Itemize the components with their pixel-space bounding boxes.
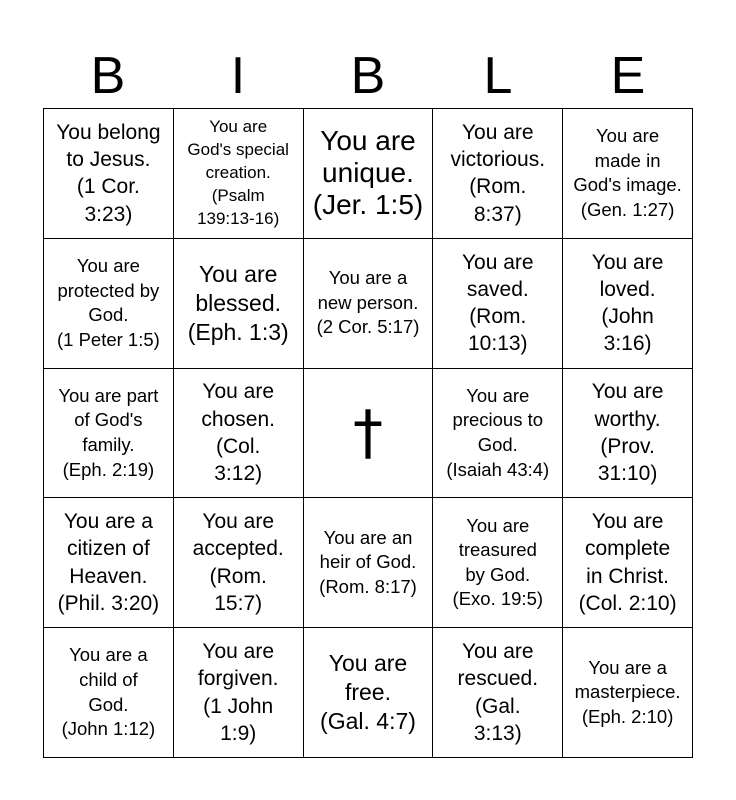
bingo-cell-1-5[interactable] (563, 109, 693, 239)
cell-line: 15:7) (214, 592, 263, 616)
bingo-cell-5-3[interactable] (304, 628, 434, 758)
cell-line: worthy. (594, 407, 661, 431)
cell-line: (Prov. (600, 434, 655, 458)
cell-line: 3:16) (603, 332, 652, 356)
cell-text (56, 119, 160, 228)
cell-line: unique. (322, 157, 414, 189)
cell-line: child of (79, 669, 138, 690)
cell-text (573, 124, 681, 222)
cell-line: (Rom. (469, 305, 527, 329)
cell-line: protected by (57, 279, 160, 301)
cell-text (58, 384, 158, 482)
bingo-grid (43, 108, 693, 758)
bingo-cell-2-2[interactable] (174, 239, 304, 369)
cell-line: (1 Peter 1:5) (56, 328, 160, 350)
bingo-cell-3-2[interactable] (174, 369, 304, 499)
cell-line: in Christ. (586, 564, 670, 588)
bingo-free-space[interactable] (304, 369, 434, 499)
cell-line: You are a (69, 644, 148, 666)
cell-line: chosen. (201, 407, 275, 431)
cell-line: You are (466, 514, 530, 536)
cell-text (458, 638, 539, 747)
cell-line: You are (591, 380, 664, 404)
bingo-header (43, 44, 693, 108)
cell-text (188, 260, 289, 346)
cell-line: You are (202, 640, 274, 663)
bingo-cell-4-4[interactable] (433, 498, 563, 628)
cell-line: family. (82, 433, 135, 455)
cell-line: (1 Cor. (76, 175, 140, 199)
cell-line: (Isaiah 43:4) (446, 458, 550, 480)
cell-line: 8:37) (473, 202, 522, 226)
cell-line: citizen of (66, 537, 150, 561)
cell-line: forgiven. (197, 667, 279, 691)
cross-icon (352, 397, 383, 468)
cell-text (592, 378, 664, 487)
cell-line: You are (466, 384, 530, 406)
cell-line: (Col. (216, 434, 261, 458)
cell-line: (Psalm (211, 185, 265, 205)
cell-line: (Gal. 4:7) (320, 707, 416, 734)
cell-line: (Eph. 2:19) (62, 458, 155, 480)
cell-line: You are an (323, 526, 413, 548)
cell-line: (Rom. 8:17) (319, 576, 417, 598)
cell-line: 1:9) (220, 721, 257, 745)
cell-line: free. (344, 679, 391, 706)
header-letter-b2: B (350, 47, 386, 105)
cell-line: You are (591, 510, 664, 534)
cell-line: You are (202, 510, 274, 534)
cell-line: You are (591, 250, 664, 274)
cell-line: 3:23) (84, 202, 133, 226)
bingo-cell-3-4[interactable] (433, 369, 563, 499)
cell-line: (Jer. 1:5) (312, 189, 424, 221)
cell-line: You are (328, 650, 408, 677)
cell-text (198, 638, 279, 747)
bingo-cell-4-2[interactable] (174, 498, 304, 628)
bingo-cell-2-5[interactable] (563, 239, 693, 369)
cell-text (317, 266, 420, 340)
header-letter-l: L (483, 47, 513, 105)
cell-line: by God. (465, 563, 531, 585)
cell-text (57, 254, 160, 352)
cell-line: Heaven. (69, 564, 148, 588)
cell-line: 3:12) (214, 462, 263, 486)
cell-text (193, 508, 284, 617)
bingo-cell-5-1[interactable] (44, 628, 174, 758)
cell-line: accepted. (192, 537, 284, 561)
cell-line: You are (198, 261, 278, 288)
cell-line: 10:13) (468, 332, 528, 356)
cell-line: of God's (74, 409, 143, 431)
cell-line: You are (461, 120, 534, 144)
cell-line: 3:13) (473, 721, 522, 745)
cell-line: (Eph. 1:3) (187, 318, 289, 345)
cell-line: You are a (588, 656, 667, 678)
cell-line: (Gen. 1:27) (580, 198, 675, 220)
header-letter-b: B (90, 47, 126, 105)
cell-line: You are a (63, 510, 153, 534)
cell-line: 31:10) (597, 462, 658, 486)
bingo-cell-2-1[interactable] (44, 239, 174, 369)
cell-line: You are (461, 640, 534, 663)
cell-line: new person. (317, 291, 419, 313)
cell-line: (1 John (203, 694, 274, 718)
bingo-cell-3-5[interactable] (563, 369, 693, 499)
cell-line: (John (601, 305, 654, 329)
cell-line: (Rom. (469, 175, 527, 199)
cell-line: treasured (458, 539, 537, 561)
cell-line: masterpiece. (574, 681, 681, 703)
cell-line: (2 Cor. 5:17) (316, 316, 420, 338)
cell-text (575, 656, 681, 730)
bingo-cell-5-2[interactable] (174, 628, 304, 758)
bingo-cell-4-1[interactable] (44, 498, 174, 628)
cell-line: You are a (328, 267, 408, 289)
cell-line: You are (76, 255, 140, 276)
cell-line: You are (596, 125, 660, 147)
cell-text (579, 508, 677, 617)
bingo-cell-1-3[interactable] (304, 109, 434, 239)
bingo-cell-4-5[interactable] (563, 498, 693, 628)
cell-line: God's image. (573, 174, 682, 196)
cell-text (62, 643, 156, 741)
bingo-cell-1-4[interactable] (433, 109, 563, 239)
cell-line: (Rom. (209, 564, 267, 588)
cell-line: creation. (205, 162, 271, 182)
cell-line: God. (88, 304, 129, 326)
cell-text (187, 116, 289, 231)
cell-line: (Col. 2:10) (578, 592, 677, 616)
cell-text (201, 378, 275, 487)
bingo-cell-2-4[interactable] (433, 239, 563, 369)
header-letter-e: E (610, 47, 646, 105)
cell-line: (Gal. (475, 694, 521, 718)
cell-line: rescued. (457, 667, 539, 691)
cell-line: † (352, 397, 383, 468)
bingo-cell-1-1[interactable] (44, 109, 174, 239)
cell-line: You are (320, 125, 416, 157)
cell-line: blessed. (195, 289, 282, 316)
cell-line: to Jesus. (66, 148, 151, 172)
cell-line: You are (209, 117, 268, 137)
bingo-cell-4-3[interactable] (304, 498, 434, 628)
cell-line: loved. (599, 277, 656, 301)
cell-line: You are (202, 380, 274, 404)
cell-line: precious to (452, 409, 544, 431)
cell-line: (Exo. 19:5) (452, 588, 544, 610)
cell-line: You are (461, 250, 534, 274)
cell-text (320, 649, 416, 735)
cell-line: complete (584, 537, 671, 561)
cell-line: 139:13-16) (197, 208, 280, 228)
cell-text (319, 526, 417, 600)
cell-text (453, 514, 544, 612)
cell-text (313, 125, 423, 222)
cell-line: saved. (466, 277, 529, 301)
cell-text (451, 119, 546, 228)
cell-text (592, 249, 664, 358)
cell-line: victorious. (450, 148, 546, 172)
cell-line: God. (88, 693, 129, 715)
cell-text (462, 249, 534, 358)
cell-line: heir of God. (319, 551, 417, 573)
header-letter-i: I (230, 47, 246, 105)
cell-line: (John 1:12) (61, 718, 156, 740)
bingo-cell-3-1[interactable] (44, 369, 174, 499)
cell-line: God. (477, 433, 518, 455)
cell-line: (Eph. 2:10) (581, 705, 674, 727)
bingo-cell-5-5[interactable] (563, 628, 693, 758)
bingo-cell-2-3[interactable] (304, 239, 434, 369)
cell-line: You belong (56, 120, 161, 144)
bingo-cell-5-4[interactable] (433, 628, 563, 758)
cell-line: You are part (58, 384, 159, 406)
cell-text (446, 384, 549, 482)
cell-line: made in (594, 149, 661, 171)
cell-text (58, 508, 160, 617)
cell-line: God's special (187, 139, 289, 159)
cell-line: (Phil. 3:20) (57, 592, 160, 616)
bingo-cell-1-2[interactable] (174, 109, 304, 239)
